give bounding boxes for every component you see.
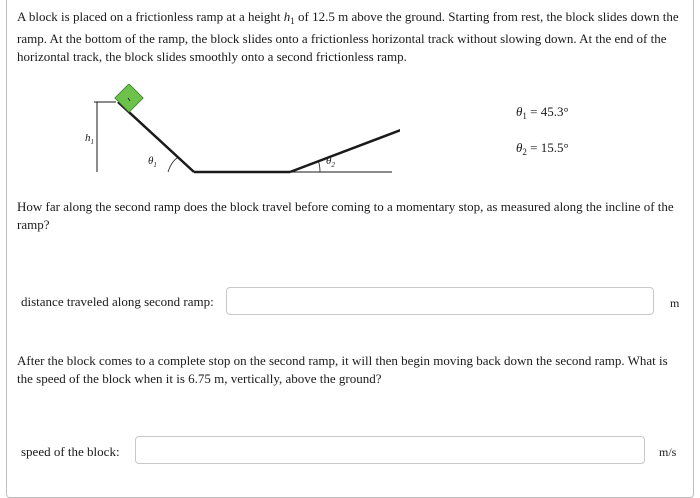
question2-text: After the block comes to a complete stop on the second ramp, it will then begin moving back down the second ramp. What is the speed of the block when it is 6.75 m, vertically, above the ground?: [17, 353, 668, 386]
angle1-symbol: θ: [516, 104, 523, 119]
problem-text-part2: of 12.5 m above the ground. Starting from rest, the block slides down the ramp. At the bottom of the ramp, the block slides onto a frictionless horizontal track without slowing down. At the end of the horizontal track, the block slides smoothly onto a second frictionless ramp.: [17, 9, 679, 64]
angle-values: [516, 103, 569, 175]
angle2-symbol: θ: [516, 140, 523, 155]
distance-unit: m: [670, 296, 680, 310]
speed-unit: m/s: [659, 445, 677, 459]
question1-text: How far along the second ramp does the block travel before coming to a momentary stop, as measured along the incline of the ramp?: [17, 199, 674, 232]
second-ramp: [290, 114, 400, 172]
question-panel: [6, 0, 694, 498]
angle1-value: = 45.3°: [526, 104, 569, 119]
problem-text-part1: A block is placed on a frictionless ramp at a height: [17, 9, 284, 24]
angle2-subscript: 2: [522, 147, 527, 157]
angle1-subscript: 1: [522, 111, 527, 121]
height-label: $h_1$: [85, 132, 94, 146]
angle2-label: $\theta_2$: [326, 155, 335, 169]
problem-statement: [17, 8, 682, 66]
distance-field-label: distance traveled along second ramp:: [21, 294, 214, 309]
speed-field-label: speed of the block:: [21, 444, 120, 459]
speed-input[interactable]: [135, 436, 645, 464]
angle1-arc: [168, 157, 179, 172]
block: [115, 84, 143, 112]
distance-input[interactable]: [226, 287, 654, 315]
height-subscript: 1: [290, 16, 295, 26]
ramp-diagram: [80, 84, 400, 184]
angle2-value: = 15.5°: [526, 140, 569, 155]
angle1-label: $\theta_1$: [148, 155, 157, 169]
angle2-value-row: [516, 139, 569, 157]
angle1-value-row: [516, 103, 569, 121]
angle2-arc: [318, 161, 320, 172]
height-symbol: h: [283, 9, 291, 24]
